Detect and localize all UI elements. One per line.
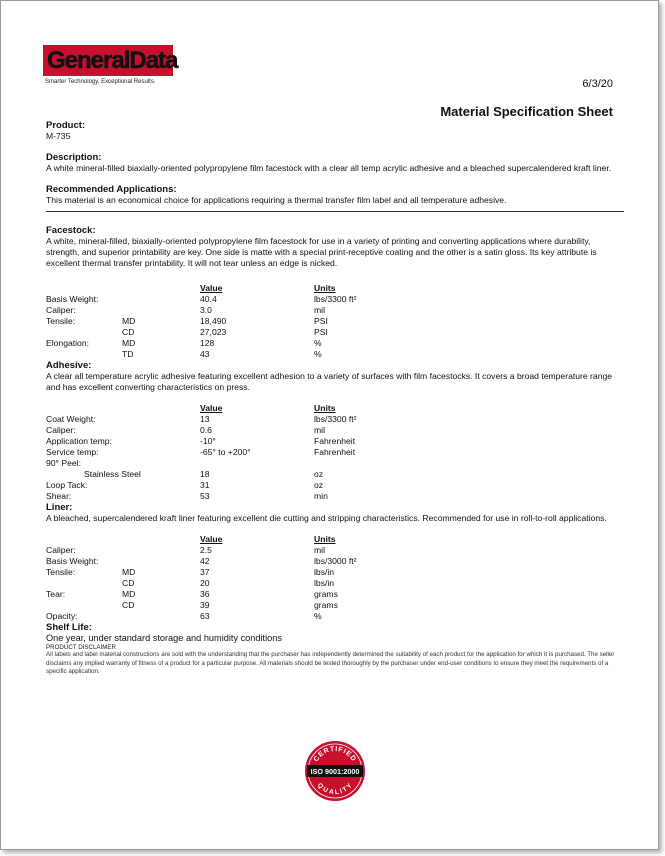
row-value: 27,023 <box>200 327 227 337</box>
row-units: lbs/3000 ft² <box>314 556 357 566</box>
row-direction: MD <box>122 567 136 577</box>
company-logo <box>43 45 178 89</box>
row-value: 36 <box>200 589 210 599</box>
row-units: grams <box>314 589 338 599</box>
liner-heading: Liner: <box>46 502 73 513</box>
row-units: PSI <box>314 327 328 337</box>
table-row <box>46 491 434 502</box>
row-label <box>46 578 122 589</box>
row-direction: MD <box>122 316 136 326</box>
row-value: -10° <box>200 436 216 446</box>
description-text: A white mineral-filled biaxially-oriented polypropylene film facestock with a clear all temp acrylic adhesive and a bleached supercalendered kraft liner. <box>46 163 612 173</box>
row-units: % <box>314 338 322 348</box>
row-direction <box>122 556 200 567</box>
row-label <box>46 600 122 611</box>
table-row <box>46 425 434 436</box>
table-header-row <box>46 283 434 294</box>
row-units: oz <box>314 480 324 490</box>
row-value: 39 <box>200 600 210 610</box>
adhesive-heading: Adhesive: <box>46 360 92 371</box>
row-value: 37 <box>200 567 210 577</box>
table-row <box>46 458 434 469</box>
row-units: % <box>314 611 322 621</box>
row-direction: MD <box>122 338 136 348</box>
row-units: Fahrenheit <box>314 436 356 446</box>
table-row <box>46 349 434 360</box>
row-value <box>200 458 314 469</box>
row-label: Basis Weight: <box>46 556 99 566</box>
table-row <box>46 578 434 589</box>
row-value: 40.4 <box>200 294 217 304</box>
logo-wordmark: GeneralData <box>47 47 178 74</box>
row-units: mil <box>314 545 325 555</box>
row-label: Tensile: <box>46 316 76 326</box>
row-label: Tensile: <box>46 567 76 577</box>
row-value: 128 <box>200 338 215 348</box>
applications-text: This material is an economical choice for applications requiring a thermal transfer film label and all temperature adhesive. <box>46 195 507 205</box>
row-units: min <box>314 491 328 501</box>
row-value: 43 <box>200 349 210 359</box>
table-row <box>46 589 434 600</box>
table-row <box>46 611 434 622</box>
table-row <box>46 469 434 480</box>
row-label <box>46 349 122 360</box>
row-label: Loop Tack: <box>46 480 88 490</box>
row-direction <box>122 305 200 316</box>
disclaimer-heading: PRODUCT DISCLAIMER <box>46 644 117 651</box>
row-direction: CD <box>122 578 135 588</box>
table-row <box>46 545 434 556</box>
row-units <box>314 458 434 469</box>
table-row <box>46 447 434 458</box>
row-value: 31 <box>200 480 210 490</box>
row-units: lbs/in <box>314 578 335 588</box>
table-header-row <box>46 403 434 414</box>
facestock-text: A white, mineral-filled, biaxially-oriented polypropylene film facestock for use in a variety of printing and converting applications where durability, strength, and superior printability are key. One side is matte with a special print-receptive coating and the other is a satin gloss. Its key attribute is excellent thermal transfer printability. It will not tear unless an edge is nicked. <box>46 236 597 268</box>
table-row <box>46 316 434 327</box>
product-value: M-735 <box>46 131 71 141</box>
row-label: Tear: <box>46 589 66 599</box>
row-label: Elongation: <box>46 338 90 348</box>
table-row <box>46 567 434 578</box>
value-column-header: Value <box>200 534 223 544</box>
seal-bottom-text: QUALITY <box>315 781 355 797</box>
table-row <box>46 327 434 338</box>
liner-table <box>46 534 434 622</box>
row-value: 3.0 <box>200 305 212 315</box>
units-column-header: Units <box>314 283 336 293</box>
row-direction <box>122 545 200 556</box>
row-label: Coat Weight: <box>46 414 96 424</box>
row-value: 0.6 <box>200 425 212 435</box>
row-direction <box>122 611 200 622</box>
row-label <box>46 327 122 338</box>
row-units: oz <box>314 469 324 479</box>
row-value: 18,490 <box>200 316 227 326</box>
row-direction: TD <box>122 349 134 359</box>
row-units: grams <box>314 600 338 610</box>
row-value: 13 <box>200 414 210 424</box>
row-units: lbs/in <box>314 567 335 577</box>
units-column-header: Units <box>314 403 336 413</box>
row-direction: MD <box>122 589 136 599</box>
value-column-header: Value <box>200 283 223 293</box>
adhesive-table <box>46 403 434 502</box>
product-heading: Product: <box>46 120 86 131</box>
row-value: 42 <box>200 556 210 566</box>
row-label: Shear: <box>46 491 72 501</box>
seal-top-text: CERTIFIED <box>312 745 358 764</box>
seal-middle-text: ISO 9001:2000 <box>310 767 360 776</box>
row-units: lbs/3300 ft² <box>314 414 357 424</box>
row-units: PSI <box>314 316 328 326</box>
row-units: mil <box>314 425 325 435</box>
row-units: % <box>314 349 322 359</box>
row-label: Basis Weight: <box>46 294 99 304</box>
value-column-header: Value <box>200 403 223 413</box>
row-label: Service temp: <box>46 447 99 457</box>
row-label: Application temp: <box>46 436 112 446</box>
table-row <box>46 338 434 349</box>
iso-certified-seal <box>303 739 367 803</box>
row-value: 20 <box>200 578 210 588</box>
row-label: 90° Peel: <box>46 458 81 468</box>
table-row <box>46 556 434 567</box>
row-direction: CD <box>122 600 135 610</box>
table-row <box>46 480 434 491</box>
applications-heading: Recommended Applications: <box>46 184 177 195</box>
table-header-row <box>46 534 434 545</box>
table-row <box>46 436 434 447</box>
row-value: 18 <box>200 469 210 479</box>
facestock-heading: Facestock: <box>46 225 96 236</box>
table-row <box>46 294 434 305</box>
row-units: mil <box>314 305 325 315</box>
spec-content <box>46 120 624 677</box>
table-row <box>46 305 434 316</box>
units-column-header: Units <box>314 534 336 544</box>
row-value: 2.5 <box>200 545 212 555</box>
row-label: Caliper: <box>46 545 76 555</box>
row-label: Opacity: <box>46 611 78 621</box>
row-label: Caliper: <box>46 425 76 435</box>
liner-text: A bleached, supercalendered kraft liner featuring excellent die cutting and stripping characteristics. Recommended for use in roll-to-roll applications. <box>46 513 607 523</box>
section-divider <box>46 211 624 212</box>
row-label: Caliper: <box>46 305 76 315</box>
adhesive-text: A clear all temperature acrylic adhesive featuring excellent adhesion to a variety of surfaces with film facestocks. It covers a broad temperature range and has excellent converting characteristics on press. <box>46 371 613 392</box>
row-units: lbs/3300 ft² <box>314 294 357 304</box>
document-date: 6/3/20 <box>582 78 613 90</box>
shelf-life-text: One year, under standard storage and humidity conditions <box>46 633 282 643</box>
table-row <box>46 414 434 425</box>
shelf-life-heading: Shelf Life: <box>46 622 92 633</box>
disclaimer-text: All labels and label material constructions are sold with the understanding that the purchaser has independently determined the suitability of each product for the application for which it is purchased. The seller disclaims any implied warranty of fitness of a product for a particular purpose. All materials should be tested thoroughly by the purchaser under end-user conditions to ensure they meet the requirements of a specific application. <box>46 651 615 675</box>
table-row <box>46 600 434 611</box>
row-direction <box>122 294 200 305</box>
row-units: Fahrenheit <box>314 447 356 457</box>
row-value: 63 <box>200 611 210 621</box>
row-direction: CD <box>122 327 135 337</box>
row-value: 53 <box>200 491 210 501</box>
row-value: -65° to +200° <box>200 447 251 457</box>
description-heading: Description: <box>46 152 102 163</box>
document-title: Material Specification Sheet <box>440 104 613 119</box>
logo-tagline: Smarter Technology. Exceptional Results. <box>45 79 156 85</box>
facestock-table <box>46 283 434 360</box>
row-label: Stainless Steel <box>84 469 141 479</box>
